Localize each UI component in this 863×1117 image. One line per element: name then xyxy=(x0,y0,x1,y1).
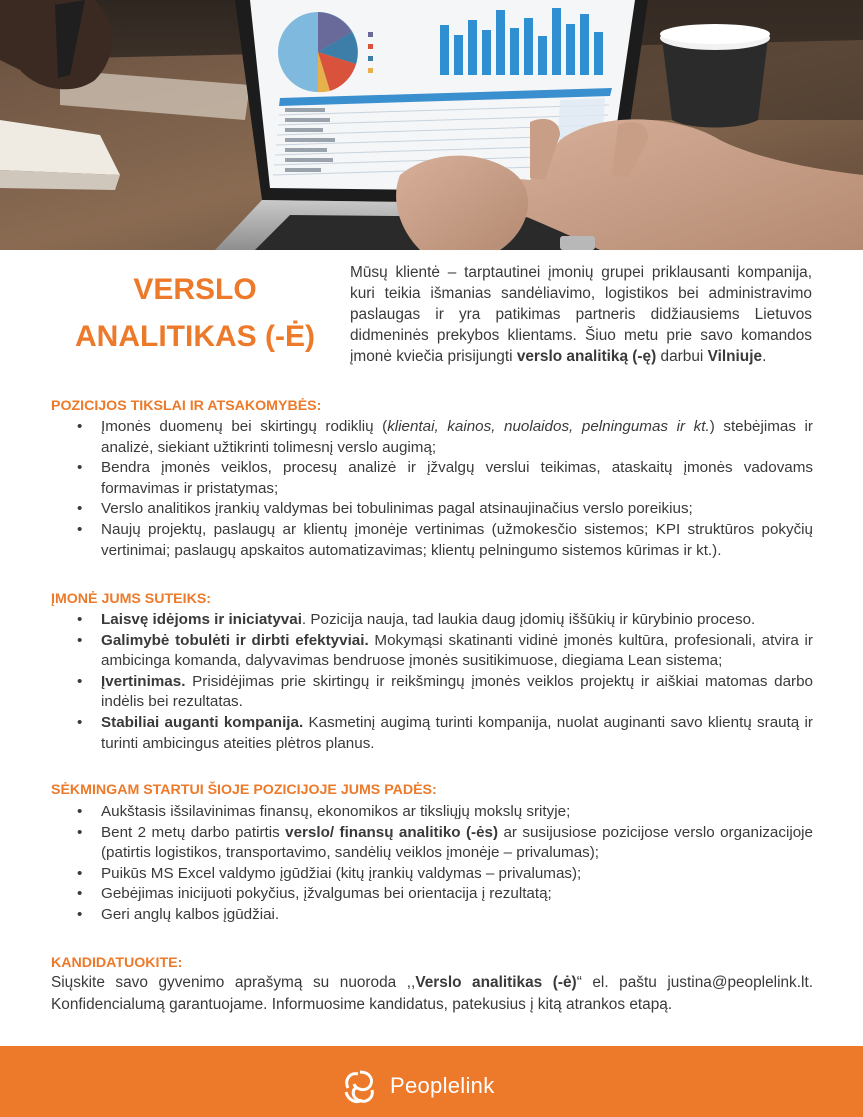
list-item: • Bendra įmonės veiklos, procesų analizė ir įžvalgų verslui teikimas, ataskaitų įmonės vadovams formavimas ir pristatymas; xyxy=(51,458,813,499)
goals-list xyxy=(51,417,813,561)
list-item: • Stabiliai auganti kompanija. Kasmetinį augimą turinti kompanija, nuolat auginanti savo klientų srautą ir turinti ambicingus ateities plėtros planus. xyxy=(51,713,813,754)
list-item: • Verslo analitikos įrankių valdymas bei tobulinimas pagal atsinaujinačius verslo poreikius; xyxy=(51,499,813,520)
list-item: • Naujų projektų, paslaugų ar klientų įmonėje vertinimas (užmokesčio sistemos; KPI struktūros pokyčių vertinimai; paslaugų apskaitos automatizavimas; klientų pelningumo sistemos kūrimas ir kt.). xyxy=(51,520,813,561)
list-item: • Laisvę idėjoms ir iniciatyvai. Pozicija nauja, tad laukia daug įdomių iššūkių ir kūrybinio proceso. xyxy=(51,610,813,631)
list-item: • Įmonės duomenų bei skirtingų rodiklių (klientai, kainos, nuolaidos, pelningumas ir kt.) stebėjimas ir analizė, siekiant užtikrinti tolimesnį verslo augimą; xyxy=(51,417,813,458)
apply-text: Siųskite savo gyvenimo aprašymą su nuoroda ,,Verslo analitikas (-ė)“ el. paštu justina@peoplelink.lt. Konfidencialumą garantuojame. Informuosime kandidatus, patekusius į kitą atrankos etapą. xyxy=(51,974,814,1013)
brand-name: Peoplelink xyxy=(390,1073,495,1098)
peoplelink-logo-icon xyxy=(340,1066,380,1106)
company-intro: Mūsų klientė – tarptautinei įmonių grupei priklausanti kompanija, kuri teikia išmanias sandėliavimo, logistikos bei administravimo paslaugas ir yra patikimas partneris didžiausiems Lietuvos didmeninės prekybos klientams. Šiuo metu prie savo komandos įmonė kviečia prisijungti verslo analitiką (-ę) darbui Vilniuje. xyxy=(350,264,812,365)
list-item: • Bent 2 metų darbo patirtis verslo/ finansų analitiko (-ės) ar susijusiose pozicijose verslo organizacijoje (patirtis logistikos, transportavimo, sandėlių veiklos įmonėje – privalumas); xyxy=(51,823,813,864)
laptop-with-spreadsheet-photo xyxy=(0,0,863,250)
section-title-apply: KANDIDATUOKITE: xyxy=(51,955,183,971)
job-title-line1: VERSLO xyxy=(133,273,257,306)
section-title-offers: ĮMONĖ JUMS SUTEIKS: xyxy=(51,591,212,607)
job-title xyxy=(60,266,330,360)
list-item: • Aukštasis išsilavinimas finansų, ekonomikos ar tiksliųjų mokslų srityje; xyxy=(51,802,813,823)
list-item: • Gebėjimas inicijuoti pokyčius, įžvalgumas bei orientacija į rezultatą; xyxy=(51,884,813,905)
list-item: • Puikūs MS Excel valdymo įgūdžiai (kitų įrankių valdymas – privalumas); xyxy=(51,864,813,885)
list-item: • Galimybė tobulėti ir dirbti efektyviai. Mokymąsi skatinanti vidinė įmonės kultūra, profesionali, atvira ir ambicinga komanda, dalyvavimas bendruose įmonės susitikimuose, diegiama Lean sistema; xyxy=(51,631,813,672)
brand-logo[interactable] xyxy=(340,1066,495,1106)
offers-list xyxy=(51,610,813,754)
requirements-list xyxy=(51,802,813,926)
list-item: • Įvertinimas. Prisidėjimas prie skirtingų ir reikšmingų įmonės veiklos projektų ir aiškiai matomas darbo indėlis bei rezultatas. xyxy=(51,672,813,713)
section-title-goals: POZICIJOS TIKSLAI IR ATSAKOMYBĖS: xyxy=(51,398,322,414)
section-title-requirements: SĖKMINGAM STARTUI ŠIOJE POZICIJOJE JUMS PADĖS: xyxy=(51,782,437,798)
job-title-line2: ANALITIKAS (-Ė) xyxy=(75,320,315,353)
list-item: • Geri anglų kalbos įgūdžiai. xyxy=(51,905,813,926)
email-link[interactable]: justina@peoplelink.lt xyxy=(667,974,809,991)
hero-photo xyxy=(0,0,863,250)
